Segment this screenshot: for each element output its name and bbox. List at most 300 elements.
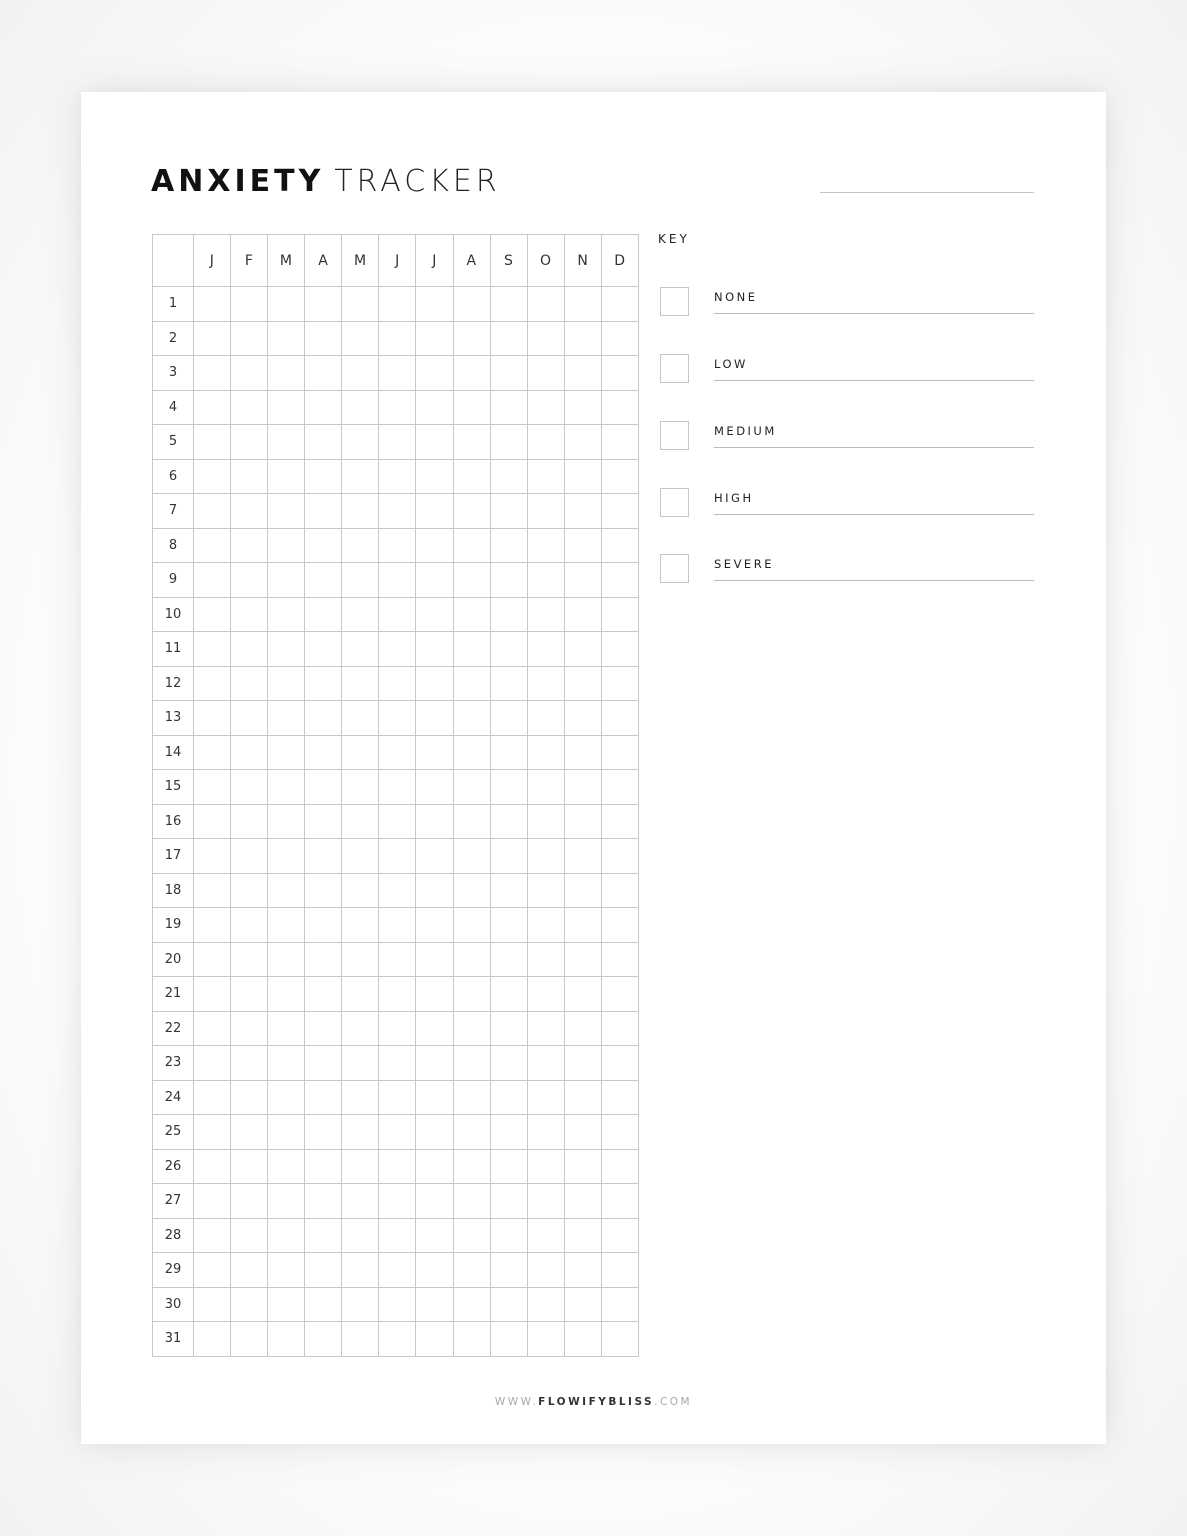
tracker-cell[interactable] <box>305 804 342 839</box>
tracker-cell[interactable] <box>268 1322 305 1357</box>
tracker-cell[interactable] <box>564 321 601 356</box>
tracker-cell[interactable] <box>527 1011 564 1046</box>
tracker-cell[interactable] <box>379 1218 416 1253</box>
tracker-cell[interactable] <box>342 701 379 736</box>
tracker-cell[interactable] <box>342 908 379 943</box>
tracker-cell[interactable] <box>527 735 564 770</box>
tracker-cell[interactable] <box>268 356 305 391</box>
tracker-cell[interactable] <box>194 1287 231 1322</box>
tracker-cell[interactable] <box>342 977 379 1012</box>
tracker-cell[interactable] <box>342 632 379 667</box>
tracker-cell[interactable] <box>194 321 231 356</box>
tracker-cell[interactable] <box>564 1322 601 1357</box>
tracker-cell[interactable] <box>527 804 564 839</box>
tracker-cell[interactable] <box>490 632 527 667</box>
tracker-cell[interactable] <box>601 666 638 701</box>
tracker-cell[interactable] <box>416 425 453 460</box>
tracker-cell[interactable] <box>231 977 268 1012</box>
tracker-cell[interactable] <box>342 356 379 391</box>
tracker-cell[interactable] <box>379 839 416 874</box>
tracker-cell[interactable] <box>527 494 564 529</box>
tracker-cell[interactable] <box>342 321 379 356</box>
tracker-cell[interactable] <box>601 1080 638 1115</box>
tracker-cell[interactable] <box>231 1322 268 1357</box>
tracker-cell[interactable] <box>379 735 416 770</box>
tracker-cell[interactable] <box>564 287 601 322</box>
tracker-cell[interactable] <box>194 1149 231 1184</box>
tracker-cell[interactable] <box>490 356 527 391</box>
tracker-cell[interactable] <box>379 1115 416 1150</box>
tracker-cell[interactable] <box>453 1253 490 1288</box>
tracker-cell[interactable] <box>453 459 490 494</box>
tracker-cell[interactable] <box>194 873 231 908</box>
tracker-cell[interactable] <box>564 563 601 598</box>
tracker-cell[interactable] <box>379 356 416 391</box>
color-swatch-box[interactable] <box>660 554 689 583</box>
tracker-cell[interactable] <box>194 701 231 736</box>
tracker-cell[interactable] <box>231 1149 268 1184</box>
tracker-cell[interactable] <box>416 390 453 425</box>
tracker-cell[interactable] <box>527 666 564 701</box>
tracker-cell[interactable] <box>490 804 527 839</box>
tracker-cell[interactable] <box>194 770 231 805</box>
tracker-cell[interactable] <box>379 425 416 460</box>
tracker-cell[interactable] <box>305 839 342 874</box>
tracker-cell[interactable] <box>379 977 416 1012</box>
tracker-cell[interactable] <box>305 1287 342 1322</box>
tracker-cell[interactable] <box>379 632 416 667</box>
tracker-cell[interactable] <box>379 1322 416 1357</box>
tracker-cell[interactable] <box>490 494 527 529</box>
tracker-cell[interactable] <box>268 287 305 322</box>
tracker-cell[interactable] <box>416 701 453 736</box>
tracker-cell[interactable] <box>342 1253 379 1288</box>
color-swatch-box[interactable] <box>660 354 689 383</box>
tracker-cell[interactable] <box>379 528 416 563</box>
tracker-cell[interactable] <box>379 804 416 839</box>
tracker-cell[interactable] <box>342 597 379 632</box>
tracker-cell[interactable] <box>194 356 231 391</box>
tracker-cell[interactable] <box>453 942 490 977</box>
tracker-cell[interactable] <box>527 908 564 943</box>
tracker-cell[interactable] <box>564 701 601 736</box>
tracker-cell[interactable] <box>564 977 601 1012</box>
tracker-cell[interactable] <box>305 321 342 356</box>
tracker-cell[interactable] <box>490 770 527 805</box>
tracker-cell[interactable] <box>564 873 601 908</box>
tracker-cell[interactable] <box>231 1046 268 1081</box>
tracker-cell[interactable] <box>490 873 527 908</box>
tracker-cell[interactable] <box>268 1080 305 1115</box>
tracker-cell[interactable] <box>564 1011 601 1046</box>
tracker-cell[interactable] <box>268 1253 305 1288</box>
tracker-cell[interactable] <box>342 1115 379 1150</box>
tracker-cell[interactable] <box>268 1115 305 1150</box>
tracker-cell[interactable] <box>527 977 564 1012</box>
tracker-cell[interactable] <box>194 977 231 1012</box>
tracker-cell[interactable] <box>194 666 231 701</box>
tracker-cell[interactable] <box>453 1080 490 1115</box>
tracker-cell[interactable] <box>231 804 268 839</box>
name-write-line[interactable] <box>820 192 1034 193</box>
tracker-cell[interactable] <box>305 425 342 460</box>
tracker-cell[interactable] <box>194 1184 231 1219</box>
tracker-cell[interactable] <box>231 873 268 908</box>
tracker-cell[interactable] <box>601 1253 638 1288</box>
tracker-cell[interactable] <box>305 287 342 322</box>
tracker-cell[interactable] <box>490 1046 527 1081</box>
tracker-cell[interactable] <box>416 942 453 977</box>
tracker-cell[interactable] <box>342 942 379 977</box>
tracker-cell[interactable] <box>416 356 453 391</box>
tracker-cell[interactable] <box>453 1011 490 1046</box>
key-write-line[interactable] <box>714 380 1034 381</box>
tracker-cell[interactable] <box>601 735 638 770</box>
tracker-cell[interactable] <box>268 321 305 356</box>
tracker-cell[interactable] <box>564 839 601 874</box>
tracker-cell[interactable] <box>527 1046 564 1081</box>
tracker-cell[interactable] <box>231 597 268 632</box>
tracker-cell[interactable] <box>342 1080 379 1115</box>
tracker-cell[interactable] <box>527 942 564 977</box>
tracker-cell[interactable] <box>490 942 527 977</box>
tracker-cell[interactable] <box>564 1184 601 1219</box>
tracker-cell[interactable] <box>601 425 638 460</box>
tracker-cell[interactable] <box>305 770 342 805</box>
tracker-cell[interactable] <box>416 1115 453 1150</box>
tracker-cell[interactable] <box>268 977 305 1012</box>
tracker-cell[interactable] <box>268 459 305 494</box>
tracker-cell[interactable] <box>453 1322 490 1357</box>
tracker-cell[interactable] <box>601 873 638 908</box>
tracker-cell[interactable] <box>342 839 379 874</box>
tracker-cell[interactable] <box>305 666 342 701</box>
tracker-cell[interactable] <box>231 390 268 425</box>
tracker-cell[interactable] <box>194 1115 231 1150</box>
tracker-cell[interactable] <box>527 1322 564 1357</box>
tracker-cell[interactable] <box>601 1149 638 1184</box>
tracker-cell[interactable] <box>231 1011 268 1046</box>
tracker-cell[interactable] <box>268 839 305 874</box>
tracker-cell[interactable] <box>601 632 638 667</box>
tracker-cell[interactable] <box>416 563 453 598</box>
tracker-cell[interactable] <box>527 459 564 494</box>
tracker-cell[interactable] <box>268 770 305 805</box>
tracker-cell[interactable] <box>194 597 231 632</box>
color-swatch-box[interactable] <box>660 488 689 517</box>
tracker-cell[interactable] <box>564 1080 601 1115</box>
tracker-cell[interactable] <box>268 494 305 529</box>
tracker-cell[interactable] <box>342 459 379 494</box>
tracker-cell[interactable] <box>231 1080 268 1115</box>
tracker-cell[interactable] <box>453 563 490 598</box>
tracker-cell[interactable] <box>379 1149 416 1184</box>
tracker-cell[interactable] <box>342 804 379 839</box>
tracker-cell[interactable] <box>490 528 527 563</box>
tracker-cell[interactable] <box>490 1218 527 1253</box>
tracker-cell[interactable] <box>416 321 453 356</box>
tracker-cell[interactable] <box>194 528 231 563</box>
tracker-cell[interactable] <box>379 390 416 425</box>
tracker-cell[interactable] <box>416 839 453 874</box>
tracker-cell[interactable] <box>564 942 601 977</box>
tracker-cell[interactable] <box>194 1046 231 1081</box>
tracker-cell[interactable] <box>231 356 268 391</box>
tracker-cell[interactable] <box>416 632 453 667</box>
tracker-cell[interactable] <box>379 666 416 701</box>
tracker-cell[interactable] <box>305 459 342 494</box>
tracker-cell[interactable] <box>342 735 379 770</box>
tracker-cell[interactable] <box>564 494 601 529</box>
tracker-cell[interactable] <box>231 1184 268 1219</box>
tracker-cell[interactable] <box>490 597 527 632</box>
tracker-cell[interactable] <box>490 321 527 356</box>
tracker-cell[interactable] <box>379 1080 416 1115</box>
tracker-cell[interactable] <box>379 1253 416 1288</box>
tracker-cell[interactable] <box>342 1322 379 1357</box>
tracker-cell[interactable] <box>342 770 379 805</box>
tracker-cell[interactable] <box>564 1046 601 1081</box>
tracker-cell[interactable] <box>416 1046 453 1081</box>
tracker-cell[interactable] <box>194 494 231 529</box>
tracker-cell[interactable] <box>305 1253 342 1288</box>
tracker-cell[interactable] <box>416 1080 453 1115</box>
tracker-cell[interactable] <box>527 873 564 908</box>
tracker-cell[interactable] <box>453 1218 490 1253</box>
tracker-cell[interactable] <box>564 1218 601 1253</box>
tracker-cell[interactable] <box>601 1011 638 1046</box>
tracker-cell[interactable] <box>416 1184 453 1219</box>
tracker-cell[interactable] <box>490 563 527 598</box>
tracker-cell[interactable] <box>231 1253 268 1288</box>
tracker-cell[interactable] <box>564 735 601 770</box>
tracker-cell[interactable] <box>601 977 638 1012</box>
tracker-cell[interactable] <box>453 735 490 770</box>
tracker-cell[interactable] <box>268 1149 305 1184</box>
tracker-cell[interactable] <box>453 597 490 632</box>
tracker-cell[interactable] <box>379 1046 416 1081</box>
tracker-cell[interactable] <box>305 1184 342 1219</box>
tracker-cell[interactable] <box>490 390 527 425</box>
tracker-cell[interactable] <box>231 1287 268 1322</box>
tracker-cell[interactable] <box>601 1322 638 1357</box>
tracker-cell[interactable] <box>527 770 564 805</box>
tracker-cell[interactable] <box>379 494 416 529</box>
tracker-cell[interactable] <box>601 597 638 632</box>
tracker-cell[interactable] <box>305 735 342 770</box>
tracker-cell[interactable] <box>268 425 305 460</box>
tracker-cell[interactable] <box>231 528 268 563</box>
tracker-cell[interactable] <box>601 321 638 356</box>
tracker-cell[interactable] <box>564 597 601 632</box>
tracker-cell[interactable] <box>527 1253 564 1288</box>
tracker-cell[interactable] <box>601 701 638 736</box>
tracker-cell[interactable] <box>416 1322 453 1357</box>
tracker-cell[interactable] <box>379 908 416 943</box>
tracker-cell[interactable] <box>601 528 638 563</box>
tracker-cell[interactable] <box>601 908 638 943</box>
tracker-cell[interactable] <box>416 597 453 632</box>
tracker-cell[interactable] <box>194 425 231 460</box>
tracker-cell[interactable] <box>305 701 342 736</box>
tracker-cell[interactable] <box>453 873 490 908</box>
tracker-cell[interactable] <box>453 1046 490 1081</box>
tracker-cell[interactable] <box>194 632 231 667</box>
tracker-cell[interactable] <box>453 494 490 529</box>
tracker-cell[interactable] <box>564 1115 601 1150</box>
tracker-cell[interactable] <box>342 287 379 322</box>
tracker-cell[interactable] <box>342 563 379 598</box>
tracker-cell[interactable] <box>453 425 490 460</box>
tracker-cell[interactable] <box>564 356 601 391</box>
tracker-cell[interactable] <box>416 528 453 563</box>
color-swatch-box[interactable] <box>660 287 689 316</box>
tracker-cell[interactable] <box>601 1218 638 1253</box>
tracker-cell[interactable] <box>268 1046 305 1081</box>
tracker-cell[interactable] <box>601 770 638 805</box>
tracker-cell[interactable] <box>527 1218 564 1253</box>
tracker-cell[interactable] <box>564 1149 601 1184</box>
tracker-cell[interactable] <box>453 1287 490 1322</box>
tracker-cell[interactable] <box>231 942 268 977</box>
tracker-cell[interactable] <box>527 1080 564 1115</box>
tracker-cell[interactable] <box>231 1218 268 1253</box>
tracker-cell[interactable] <box>194 942 231 977</box>
tracker-cell[interactable] <box>194 1253 231 1288</box>
tracker-cell[interactable] <box>527 356 564 391</box>
tracker-cell[interactable] <box>231 459 268 494</box>
tracker-cell[interactable] <box>564 425 601 460</box>
tracker-cell[interactable] <box>194 908 231 943</box>
tracker-cell[interactable] <box>453 321 490 356</box>
tracker-cell[interactable] <box>527 701 564 736</box>
tracker-cell[interactable] <box>194 1080 231 1115</box>
tracker-cell[interactable] <box>416 735 453 770</box>
tracker-cell[interactable] <box>268 563 305 598</box>
tracker-cell[interactable] <box>601 1287 638 1322</box>
tracker-cell[interactable] <box>453 839 490 874</box>
tracker-cell[interactable] <box>527 1149 564 1184</box>
tracker-cell[interactable] <box>527 287 564 322</box>
tracker-cell[interactable] <box>527 390 564 425</box>
tracker-cell[interactable] <box>564 770 601 805</box>
tracker-cell[interactable] <box>564 908 601 943</box>
tracker-cell[interactable] <box>305 528 342 563</box>
tracker-cell[interactable] <box>194 804 231 839</box>
tracker-cell[interactable] <box>342 1218 379 1253</box>
tracker-cell[interactable] <box>342 528 379 563</box>
tracker-cell[interactable] <box>564 666 601 701</box>
tracker-cell[interactable] <box>379 873 416 908</box>
tracker-cell[interactable] <box>416 459 453 494</box>
tracker-cell[interactable] <box>231 735 268 770</box>
tracker-cell[interactable] <box>490 1080 527 1115</box>
tracker-cell[interactable] <box>527 425 564 460</box>
tracker-cell[interactable] <box>490 459 527 494</box>
tracker-cell[interactable] <box>490 1149 527 1184</box>
tracker-cell[interactable] <box>453 390 490 425</box>
tracker-cell[interactable] <box>490 287 527 322</box>
tracker-cell[interactable] <box>564 804 601 839</box>
tracker-cell[interactable] <box>231 563 268 598</box>
tracker-cell[interactable] <box>490 908 527 943</box>
tracker-cell[interactable] <box>305 494 342 529</box>
tracker-cell[interactable] <box>490 666 527 701</box>
tracker-cell[interactable] <box>453 666 490 701</box>
tracker-cell[interactable] <box>453 356 490 391</box>
tracker-cell[interactable] <box>231 632 268 667</box>
tracker-cell[interactable] <box>305 390 342 425</box>
tracker-cell[interactable] <box>305 1046 342 1081</box>
tracker-cell[interactable] <box>268 1011 305 1046</box>
tracker-cell[interactable] <box>453 1115 490 1150</box>
tracker-cell[interactable] <box>379 459 416 494</box>
tracker-cell[interactable] <box>601 804 638 839</box>
tracker-cell[interactable] <box>416 977 453 1012</box>
tracker-cell[interactable] <box>453 287 490 322</box>
tracker-cell[interactable] <box>231 1115 268 1150</box>
tracker-cell[interactable] <box>601 494 638 529</box>
tracker-cell[interactable] <box>305 873 342 908</box>
tracker-cell[interactable] <box>416 494 453 529</box>
tracker-cell[interactable] <box>527 1115 564 1150</box>
tracker-cell[interactable] <box>416 770 453 805</box>
tracker-cell[interactable] <box>601 1184 638 1219</box>
tracker-cell[interactable] <box>231 287 268 322</box>
tracker-cell[interactable] <box>453 770 490 805</box>
tracker-cell[interactable] <box>564 1287 601 1322</box>
tracker-cell[interactable] <box>453 804 490 839</box>
tracker-cell[interactable] <box>453 908 490 943</box>
tracker-cell[interactable] <box>379 1184 416 1219</box>
tracker-cell[interactable] <box>231 701 268 736</box>
tracker-cell[interactable] <box>342 666 379 701</box>
tracker-cell[interactable] <box>268 390 305 425</box>
tracker-cell[interactable] <box>194 287 231 322</box>
tracker-cell[interactable] <box>453 701 490 736</box>
tracker-cell[interactable] <box>231 666 268 701</box>
tracker-cell[interactable] <box>453 1149 490 1184</box>
tracker-cell[interactable] <box>601 942 638 977</box>
tracker-cell[interactable] <box>490 701 527 736</box>
tracker-cell[interactable] <box>342 1149 379 1184</box>
tracker-cell[interactable] <box>194 1322 231 1357</box>
tracker-cell[interactable] <box>453 1184 490 1219</box>
tracker-cell[interactable] <box>416 1218 453 1253</box>
tracker-cell[interactable] <box>527 528 564 563</box>
tracker-cell[interactable] <box>268 873 305 908</box>
tracker-cell[interactable] <box>194 735 231 770</box>
tracker-cell[interactable] <box>416 666 453 701</box>
tracker-cell[interactable] <box>379 597 416 632</box>
tracker-cell[interactable] <box>268 528 305 563</box>
tracker-cell[interactable] <box>564 459 601 494</box>
tracker-cell[interactable] <box>305 942 342 977</box>
tracker-cell[interactable] <box>490 1322 527 1357</box>
tracker-cell[interactable] <box>416 1287 453 1322</box>
tracker-cell[interactable] <box>490 425 527 460</box>
tracker-cell[interactable] <box>490 1253 527 1288</box>
tracker-cell[interactable] <box>416 804 453 839</box>
tracker-cell[interactable] <box>416 908 453 943</box>
tracker-cell[interactable] <box>527 632 564 667</box>
tracker-cell[interactable] <box>490 735 527 770</box>
tracker-cell[interactable] <box>601 390 638 425</box>
tracker-cell[interactable] <box>342 1184 379 1219</box>
tracker-cell[interactable] <box>268 804 305 839</box>
tracker-cell[interactable] <box>453 528 490 563</box>
tracker-cell[interactable] <box>268 597 305 632</box>
